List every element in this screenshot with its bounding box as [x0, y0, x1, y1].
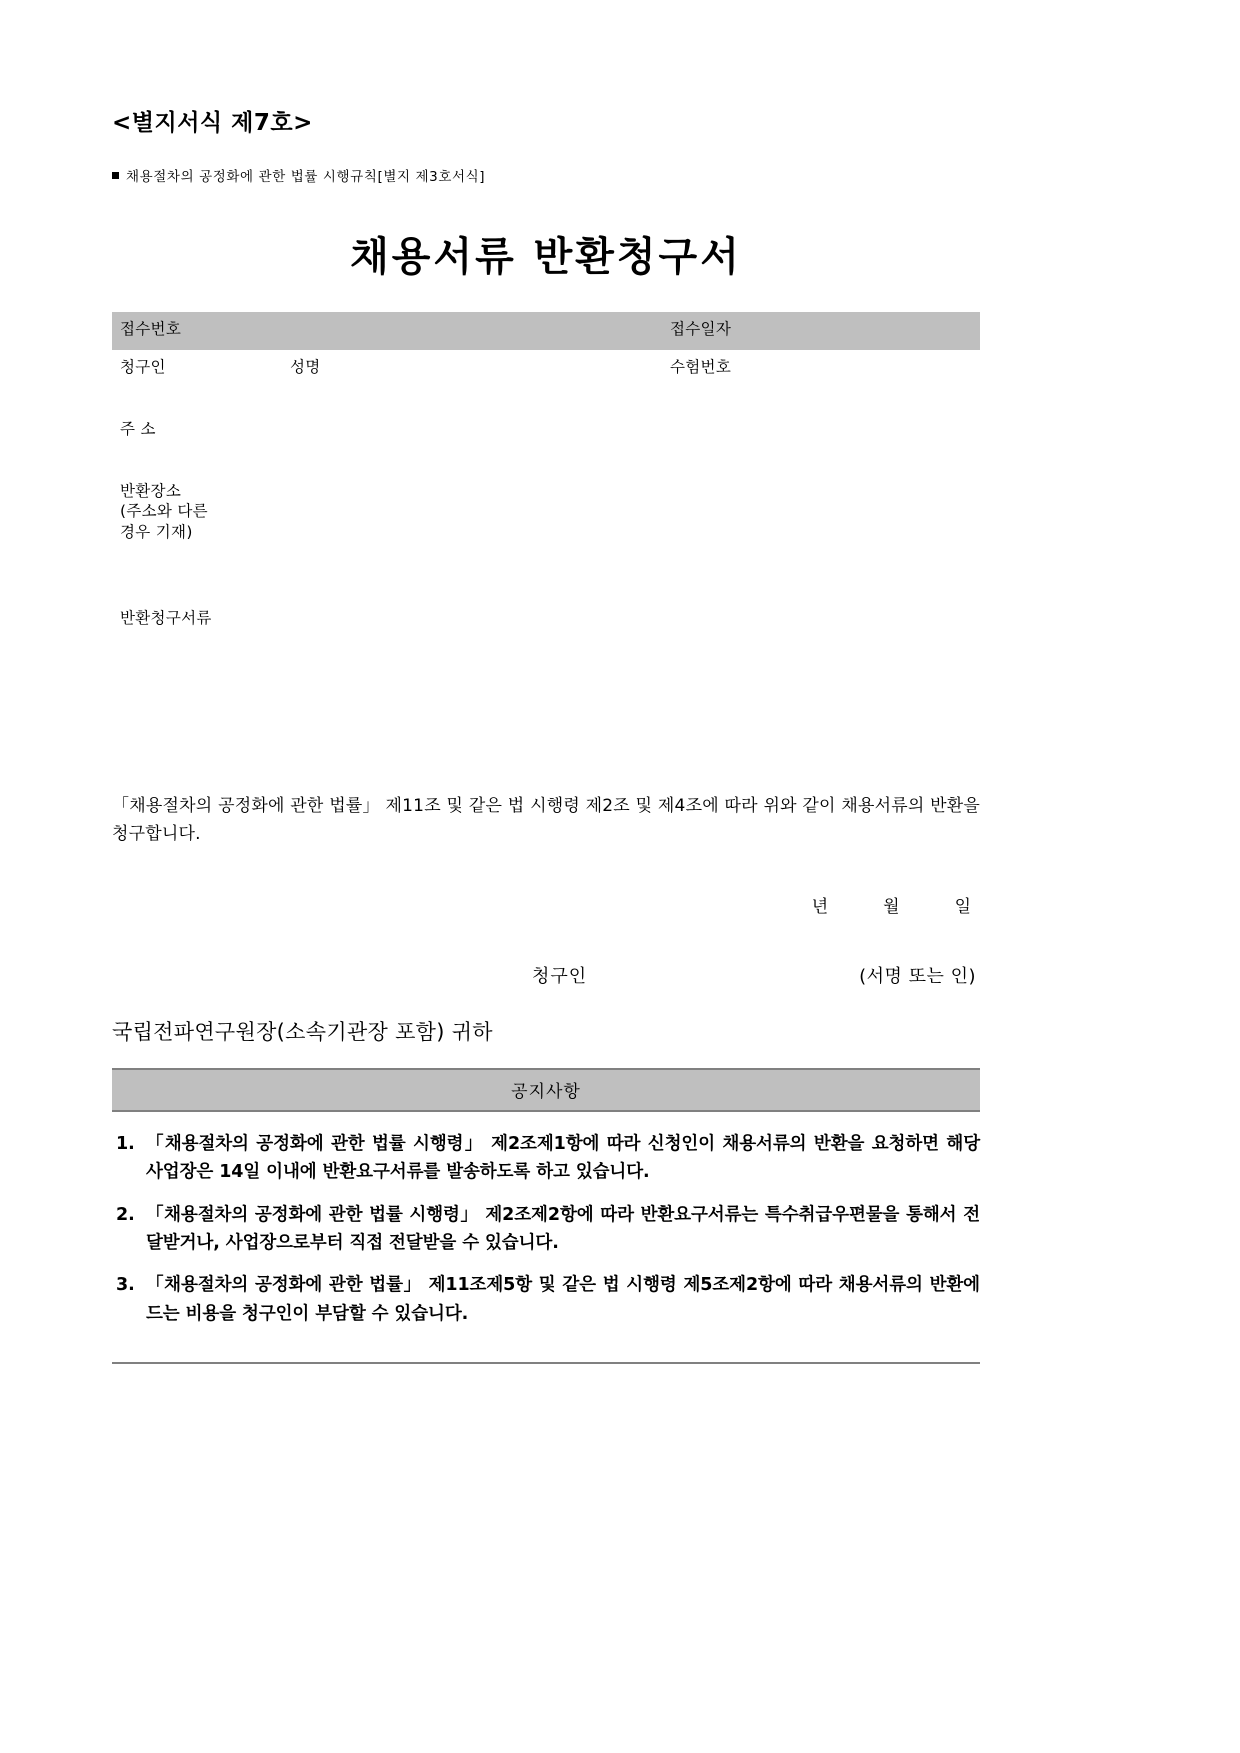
return-place-label: [112, 474, 282, 542]
return-place-label-line1: 반환장소: [120, 482, 182, 500]
date-day-label: 일: [954, 897, 972, 918]
address-value[interactable]: [282, 412, 980, 474]
notice-item-number: 3.: [116, 1275, 135, 1296]
exam-number-label: 수험번호: [670, 358, 732, 376]
application-form-table: [112, 312, 980, 779]
signature-mark-label: (서명 또는 인): [859, 966, 976, 988]
receipt-date-cell: [662, 312, 980, 350]
receipt-date-label: 접수일자: [670, 320, 732, 338]
table-row-address: [112, 412, 980, 474]
spacer-right: [282, 579, 980, 601]
notice-item-text: 「채용절차의 공정화에 관한 법률 시행령」 제2조제1항에 따라 신청인이 채용서류의 반환을 요청하면 해당 사업장은 14일 이내에 반환요구서류를 발송하도록 하고 있습니다.: [146, 1134, 980, 1183]
signature-claimant-label: 청구인: [532, 966, 588, 988]
return-place-cell: [112, 474, 282, 579]
law-reference-text: 채용절차의 공정화에 관한 법률 시행규칙[별지 제3호서식]: [126, 169, 486, 185]
address-label: 주 소: [120, 420, 156, 438]
table-row-claimant: [112, 350, 980, 412]
name-cell[interactable]: [282, 350, 662, 412]
document-body: [112, 0, 980, 1364]
page-title: 채용서류 반환청구서: [350, 234, 742, 280]
return-place-value[interactable]: [282, 474, 980, 579]
receipt-number-value[interactable]: [282, 312, 662, 350]
spacer-left: [112, 579, 282, 601]
date-month-label: 월: [883, 897, 901, 918]
signature-line: [112, 962, 980, 990]
statement-paragraph: 「채용절차의 공정화에 관한 법률」 제11조 및 같은 법 시행령 제2조 및 제4조에 따라 위와 같이 채용서류의 반환을 청구합니다.: [112, 796, 980, 844]
list-item: [112, 1271, 980, 1328]
receipt-number-cell: [112, 312, 282, 350]
law-reference-line: [112, 165, 980, 185]
documents-value[interactable]: [282, 601, 980, 779]
notice-item-text: 「채용절차의 공정화에 관한 법률」 제11조제5항 및 같은 법 시행령 제5조제2항에 따라 채용서류의 반환에 드는 비용을 청구인이 부담할 수 있습니다.: [146, 1275, 980, 1324]
bullet-square-icon: [112, 172, 119, 179]
table-row-documents: [112, 601, 980, 779]
notice-item-number: 1.: [116, 1134, 135, 1155]
notice-item-number: 2.: [116, 1204, 135, 1225]
claimant-cell: [112, 350, 282, 412]
table-row-spacer: [112, 579, 980, 601]
return-place-label-line2: (주소와 다른: [120, 502, 208, 521]
date-year-label: 년: [811, 897, 830, 918]
list-item: [112, 1130, 980, 1187]
notice-heading: 공지사항: [112, 1068, 980, 1112]
notice-list: [112, 1112, 980, 1344]
name-label: 성명: [290, 358, 321, 376]
documents-label: 반환청구서류: [120, 609, 212, 627]
address-cell: [112, 412, 282, 474]
date-line: [112, 892, 980, 917]
receipt-number-label: 접수번호: [120, 320, 182, 338]
table-row-return-place: [112, 474, 980, 579]
documents-cell: [112, 601, 282, 779]
notice-item-text: 「채용절차의 공정화에 관한 법률 시행령」 제2조제2항에 따라 반환요구서류는 특수취급우편물을 통해서 전달받거나, 사업장으로부터 직접 전달받을 수 있습니다.: [146, 1204, 980, 1254]
form-number: <별지서식 제7호>: [112, 110, 313, 136]
return-place-label-line3: 경우 기재): [120, 522, 193, 541]
recipient-line: 국립전파연구원장(소속기관장 포함) 귀하: [112, 1020, 493, 1045]
notice-section: [112, 1068, 980, 1364]
notice-bottom-rule: [112, 1362, 980, 1364]
exam-number-cell[interactable]: [662, 350, 980, 412]
table-row-receipt: [112, 312, 980, 350]
claimant-label: 청구인: [120, 358, 166, 376]
list-item: [112, 1201, 980, 1258]
